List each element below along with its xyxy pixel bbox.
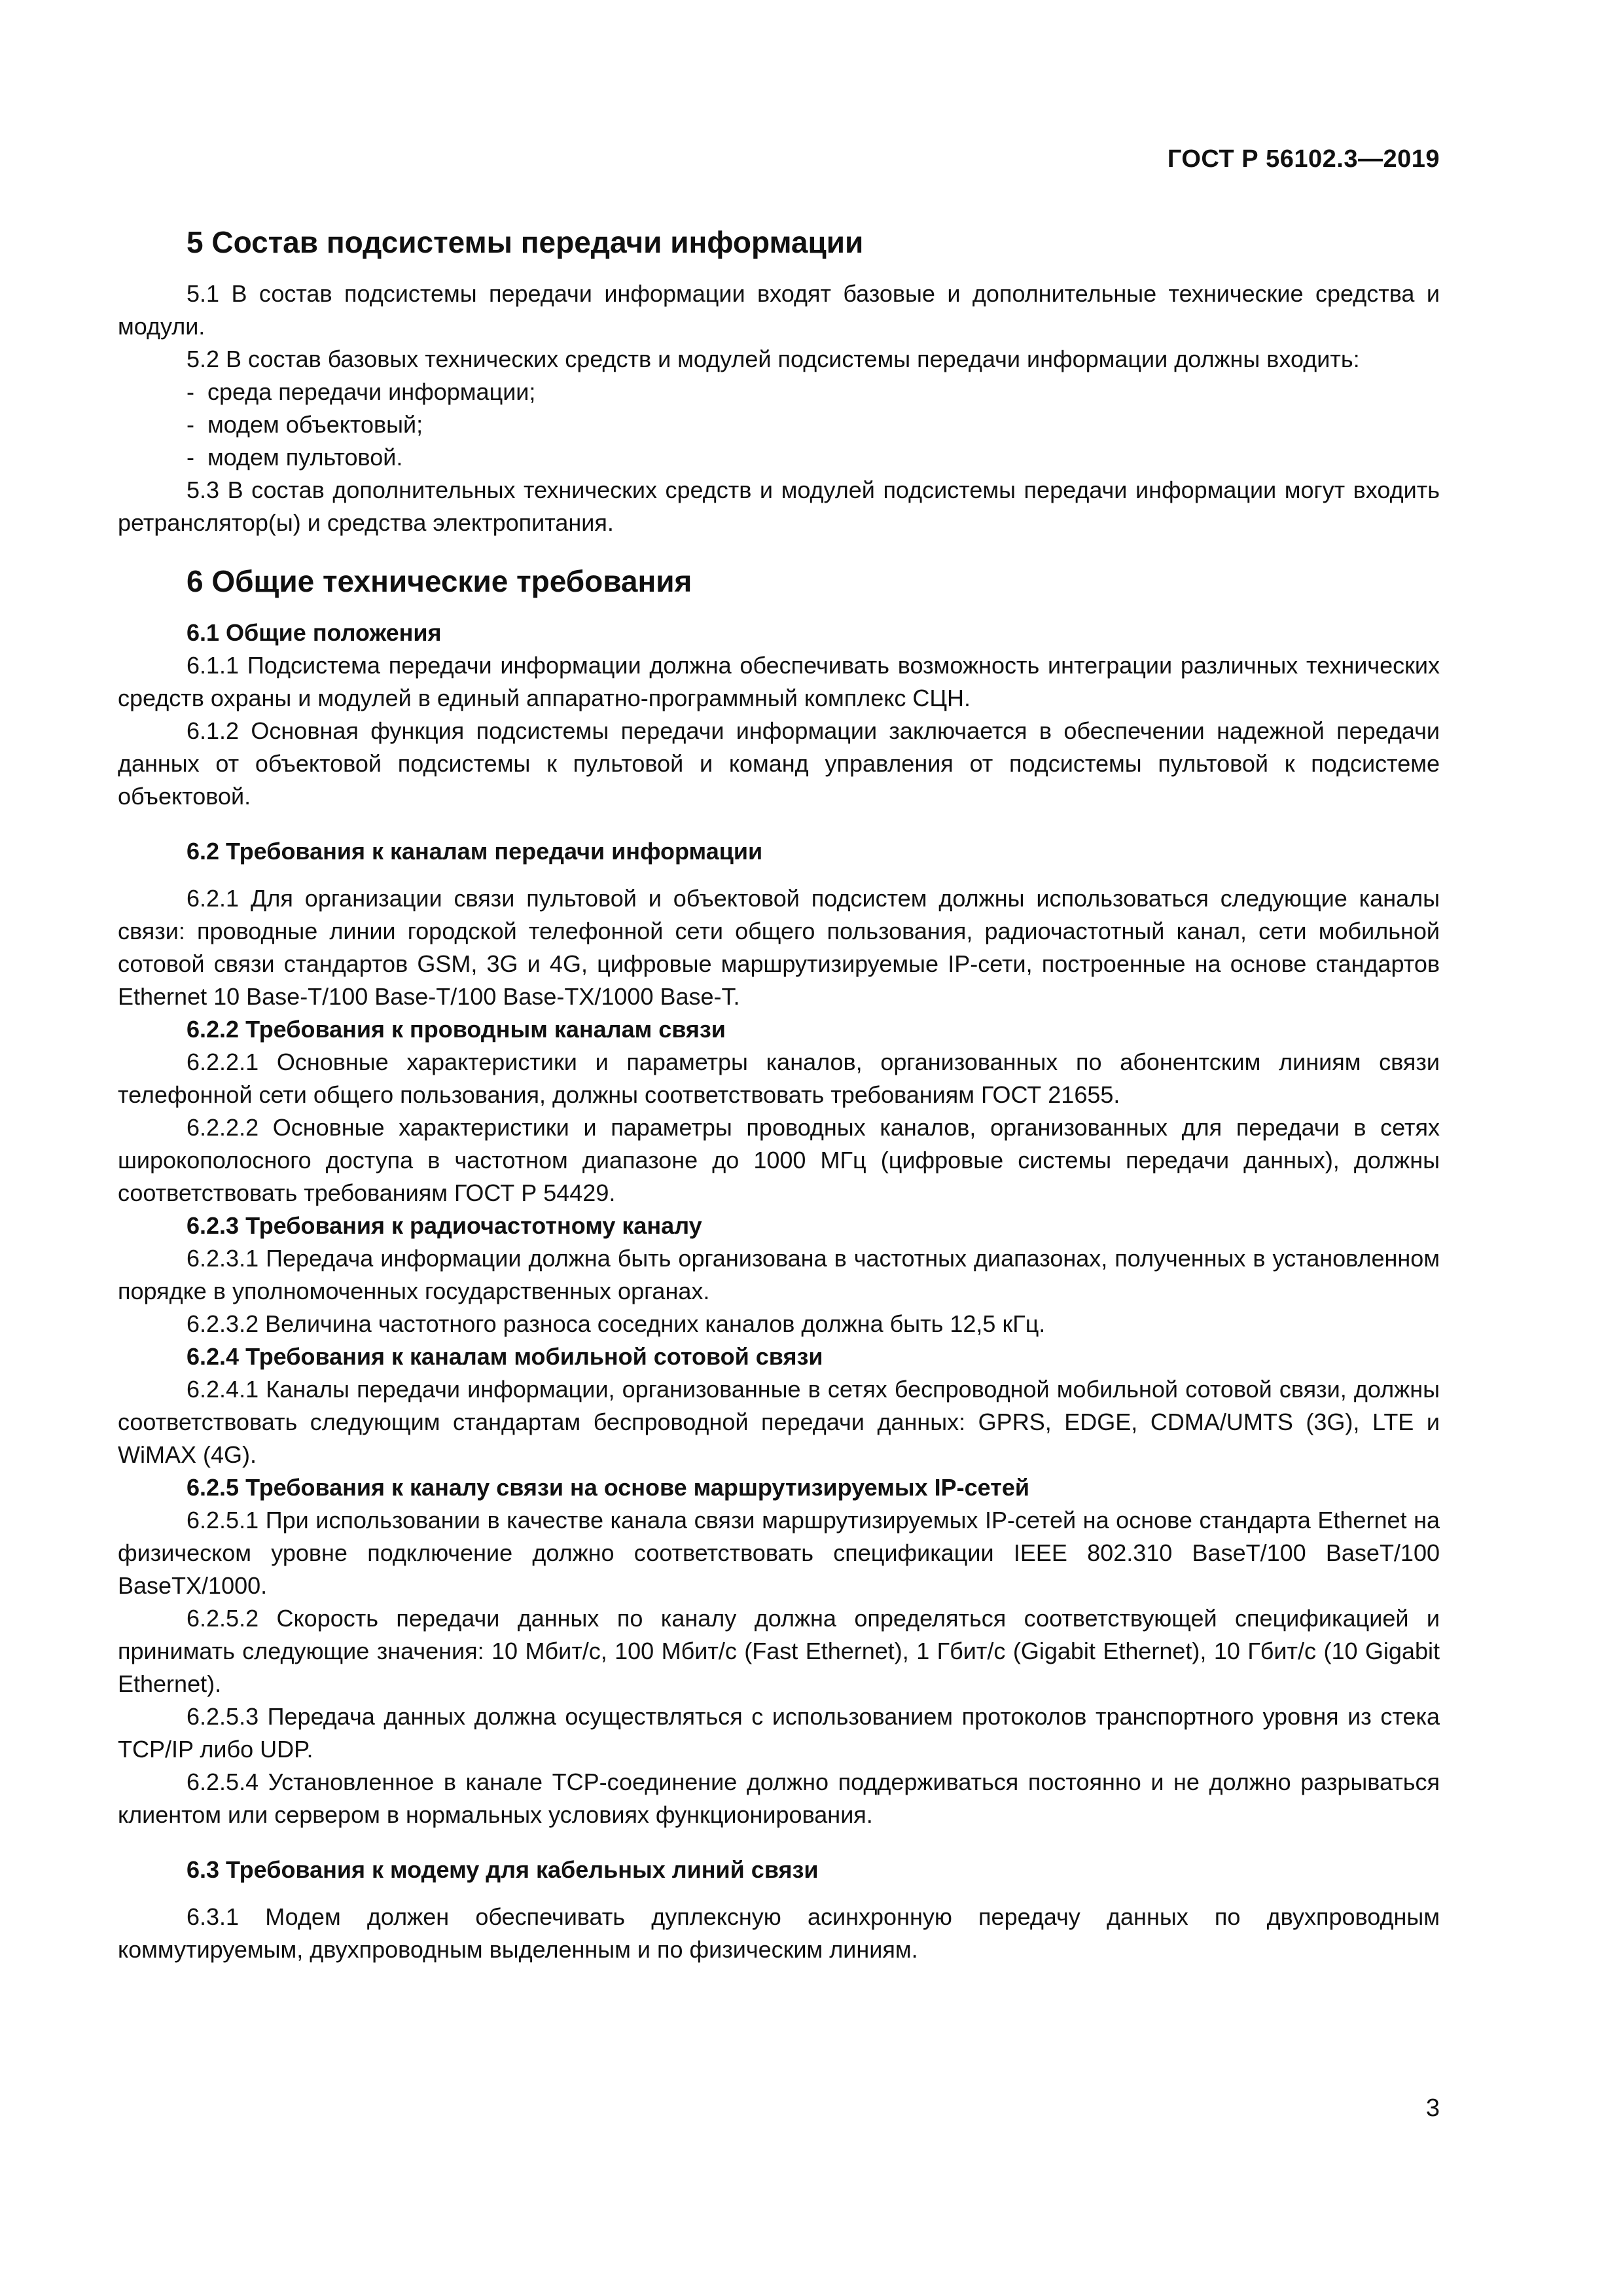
paragraph-6-2-3-1: 6.2.3.1 Передача информации должна быть организована в частотных диапазонах, полученных в установленном порядке в уполномоченных государственных органах.: [118, 1245, 1440, 1304]
paragraph-6-1-1: 6.1.1 Подсистема передачи информации должна обеспечивать возможность интеграции различных технических средств охраны и модулей в единый аппаратно-программный комплекс СЦН.: [118, 652, 1440, 711]
section-6-title: 6 Общие технические требования: [187, 564, 692, 598]
list-item: - модем объектовый;: [187, 408, 1440, 441]
list-item: - модем пультовой.: [187, 441, 1440, 474]
subsection-6-2-3-title: 6.2.3 Требования к радиочастотному каналу: [187, 1212, 702, 1239]
list-item: - среда передачи информации;: [187, 376, 1440, 408]
paragraph-5-2: 5.2 В состав базовых технических средств и модулей подсистемы передачи информации должны входить:: [187, 346, 1360, 372]
subsection-6-3-title: 6.3 Требования к модему для кабельных линий связи: [187, 1856, 819, 1883]
subsection-6-2-title: 6.2 Требования к каналам передачи информации: [187, 838, 763, 865]
section-5-title: 5 Состав подсистемы передачи информации: [187, 225, 864, 259]
paragraph-6-2-1: 6.2.1 Для организации связи пультовой и объектовой подсистем должны использоваться следующие каналы связи: проводные линии городской телефонной сети общего пользования, радиочастотный канал, сети мобильной сотовой связи стандартов GSM, 3G и 4G, цифровые маршрутизируемые IP-сети, построенные на основе стандартов Ethernet 10 Base-T/100 Base-T/100 Base-TX/1000 Base-T.: [118, 885, 1440, 1010]
subsection-6-2-2-title: 6.2.2 Требования к проводным каналам связи: [187, 1016, 726, 1043]
paragraph-5-1: 5.1 В состав подсистемы передачи информации входят базовые и дополнительные технические средства и модули.: [118, 280, 1440, 340]
paragraph-6-3-1: 6.3.1 Модем должен обеспечивать дуплексную асинхронную передачу данных по двухпроводным коммутируемым, двухпроводным выделенным и по физическим линиям.: [118, 1903, 1440, 1963]
paragraph-6-2-5-1: 6.2.5.1 При использовании в качестве канала связи маршрутизируемых IP-сетей на основе стандарта Ethernet на физическом уровне подключение должно соответствовать спецификации IEEE 802.310 BaseT/100 BaseT/100 BaseTX/1000.: [118, 1507, 1440, 1599]
paragraph-6-2-5-4: 6.2.5.4 Установленное в канале TCP-соединение должно поддерживаться постоянно и не должно разрываться клиентом или сервером в нормальных условиях функционирования.: [118, 1768, 1440, 1828]
paragraph-5-3: 5.3 В состав дополнительных технических средств и модулей подсистемы передачи информации могут входить ретранслятор(ы) и средства электропитания.: [118, 476, 1440, 536]
subsection-6-1-title: 6.1 Общие положения: [187, 619, 442, 646]
paragraph-6-2-4-1: 6.2.4.1 Каналы передачи информации, организованные в сетях беспроводной мобильной сотовой связи, должны соответствовать следующим стандартам беспроводной передачи данных: GPRS, EDGE, CDMA/UMTS (3G), LTE и WiMAX (4G).: [118, 1376, 1440, 1468]
subsection-6-2-4-title: 6.2.4 Требования к каналам мобильной сотовой связи: [187, 1343, 823, 1370]
document-code-header: ГОСТ Р 56102.3—2019: [1167, 145, 1440, 173]
paragraph-6-2-2-2: 6.2.2.2 Основные характеристики и параметры проводных каналов, организованных для передачи в сетях широкополосного доступа в частотном диапазоне до 1000 МГц (цифровые системы передачи данных), должны соответствовать требованиям ГОСТ Р 54429.: [118, 1114, 1440, 1206]
paragraph-6-2-3-2: 6.2.3.2 Величина частотного разноса соседних каналов должна быть 12,5 кГц.: [187, 1310, 1046, 1337]
document-body: [118, 223, 1440, 1966]
section-5-list: [118, 376, 1440, 474]
paragraph-6-2-5-3: 6.2.5.3 Передача данных должна осуществляться с использованием протоколов транспортного уровня из стека TCP/IP либо UDP.: [118, 1703, 1440, 1763]
paragraph-6-2-5-2: 6.2.5.2 Скорость передачи данных по каналу должна определяться соответствующей спецификацией и принимать следующие значения: 10 Мбит/с, 100 Мбит/с (Fast Ethernet), 1 Гбит/с (Gigabit Ethernet), 10 Гбит/с (10 Gigabit Ethernet).: [118, 1605, 1440, 1697]
subsection-6-2-5-title: 6.2.5 Требования к каналу связи на основе маршрутизируемых IP-сетей: [187, 1474, 1029, 1501]
page-number: 3: [1425, 2094, 1440, 2122]
paragraph-6-2-2-1: 6.2.2.1 Основные характеристики и параметры каналов, организованных по абонентским линиям связи телефонной сети общего пользования, должны соответствовать требованиям ГОСТ 21655.: [118, 1049, 1440, 1108]
paragraph-6-1-2: 6.1.2 Основная функция подсистемы передачи информации заключается в обеспечении надежной передачи данных от объектовой подсистемы к пультовой и команд управления от подсистемы пультовой к подсистеме объектовой.: [118, 717, 1440, 810]
